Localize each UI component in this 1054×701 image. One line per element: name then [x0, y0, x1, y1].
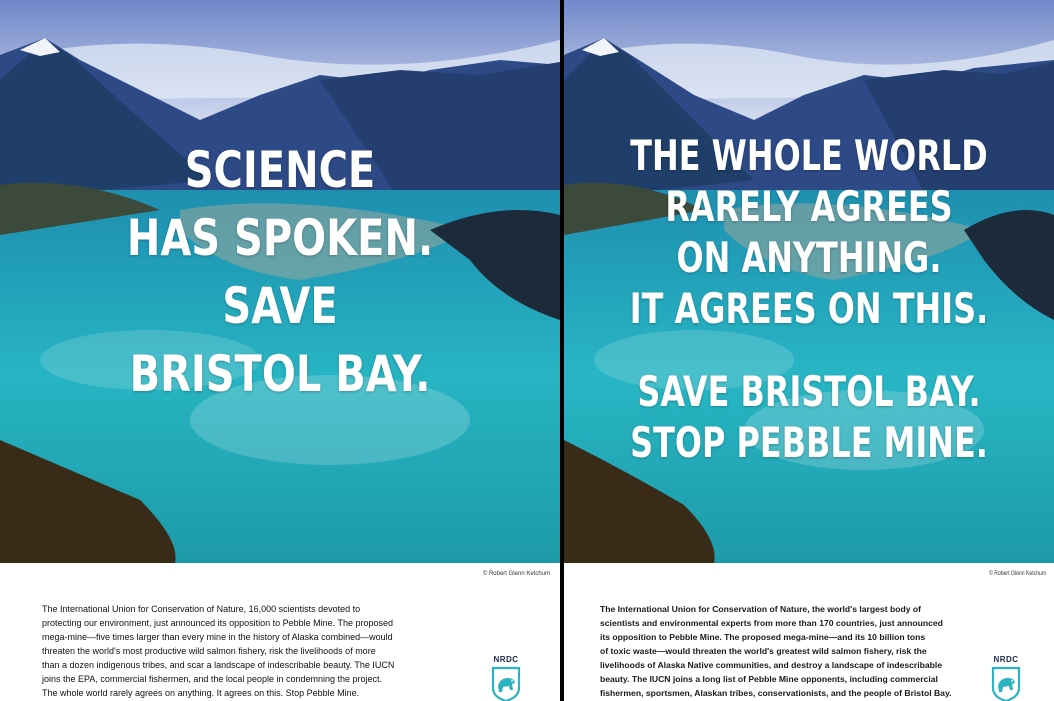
headline-line: IT AGREES ON THIS. — [629, 284, 989, 333]
body-line: than a dozen indigenous tribes, and scar a landscape of indescribable beauty. The IUCN — [42, 660, 395, 670]
body-line: fishermen, sportsmen, Alaskan tribes, conservationists, and the people of Bristol Bay. — [600, 688, 952, 698]
body-line: The International Union for Conservation of Nature, 16,000 scientists devoted to — [42, 604, 361, 614]
body-line: scientists and environmental experts from more than 170 countries, just announced — [600, 618, 943, 628]
headline-cta — [623, 366, 995, 468]
body-line: protecting our environment, just announced its opposition to Pebble Mine. The proposed — [42, 618, 394, 628]
polar-bear-shield-icon — [490, 666, 522, 701]
headline-line: RARELY AGREES — [665, 182, 953, 231]
headline-line: ON ANYTHING. — [676, 233, 942, 282]
nrdc-logo — [986, 655, 1026, 701]
headline — [56, 136, 504, 408]
headline-line: SAVE — [222, 277, 338, 335]
logo-text: NRDC — [493, 655, 519, 664]
headline-line: HAS SPOKEN. — [126, 209, 434, 267]
headline-line: BRISTOL BAY. — [129, 345, 431, 403]
body-line: its opposition to Pebble Mine. The proposed mega-mine—and its 10 billion tons — [600, 632, 926, 642]
body-line: of toxic waste—would threaten the world's greatest wild salmon fishery, risk the — [600, 646, 927, 656]
body-line: The International Union for Conservation of Nature, the world's largest body of — [600, 604, 921, 614]
body-line: beauty. The IUCN joins a long list of Pebble Mine opponents, including commercial — [600, 674, 938, 684]
nrdc-logo — [486, 655, 526, 701]
photo-credit: © Robert Glenn Ketchum — [988, 571, 1046, 577]
body-copy — [42, 602, 394, 700]
body-line: threaten the world's most productive wild salmon fishery, risk the livelihoods of more — [42, 646, 376, 656]
body-line: The whole world rarely agrees on anything. It agrees on this. Stop Pebble Mine. — [42, 688, 360, 698]
polar-bear-shield-icon — [990, 666, 1022, 701]
body-line: livelihoods of Alaska Native communities, and destroy a landscape of indescribable — [600, 660, 943, 670]
headline-line: STOP PEBBLE MINE. — [630, 418, 988, 467]
body-line: mega-mine—five times larger than every mine in the history of Alaska combined—would — [42, 632, 393, 642]
headline-line: THE WHOLE WORLD — [630, 131, 988, 180]
headline — [623, 130, 995, 334]
body-line: joins the EPA, commercial fishermen, and the local people in condemning the project. — [42, 674, 383, 684]
ad-right — [564, 0, 1054, 701]
photo-credit: © Robert Glenn Ketchum — [482, 571, 550, 577]
headline-line: SAVE BRISTOL BAY. — [637, 367, 981, 416]
headline-line: SCIENCE — [184, 141, 376, 199]
logo-text: NRDC — [993, 655, 1019, 664]
body-copy — [600, 602, 951, 700]
